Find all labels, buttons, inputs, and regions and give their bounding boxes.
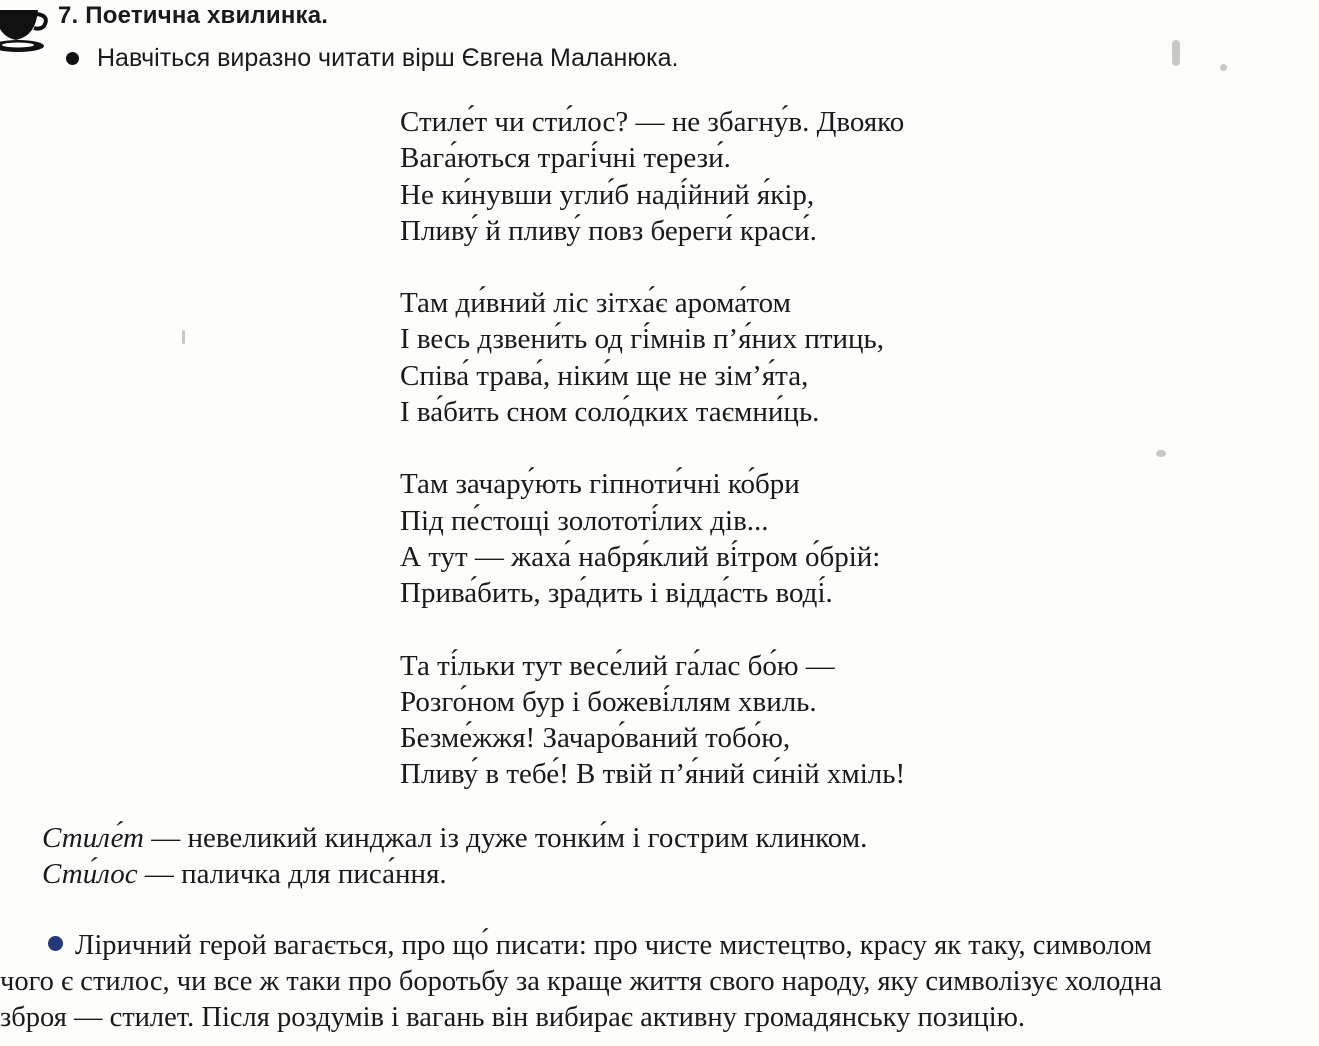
poem-line: І ва́бить сном соло́дких таємни́ць. <box>400 396 820 429</box>
glossary <box>42 820 867 892</box>
task-text: Навчіться виразно читати вірш Євгена Маланюка. <box>97 44 679 72</box>
poem-line: А тут — жаха́ набря́клий ві́тром о́брій: <box>400 540 881 573</box>
poem-line: Та ті́льки тут весе́лий га́лас бо́ю — <box>400 649 835 682</box>
poem-line: Співа́ трава́, ніки́м ще не зім’я́та, <box>400 359 809 392</box>
poem-line: Прива́бить, зра́дить і відда́сть воді́. <box>400 577 833 610</box>
poem-line: Пливу́ й пливу́ повз береги́ краси́. <box>400 214 817 247</box>
bullet-icon <box>66 52 79 65</box>
commentary-paragraph <box>0 928 1319 1036</box>
commentary-line: чого є стилос, чи все ж таки про боротьбу за краще життя свого народу, яку символізує холодна <box>0 966 1162 997</box>
poem-stanza <box>400 466 905 611</box>
poem-line: Пливу́ в тебе́! В твій п’я́ний си́ній хміль! <box>400 758 906 791</box>
scan-speck <box>1172 40 1180 66</box>
poem-line: Безме́жжя! Зачаро́ваний тобо́ю, <box>400 722 791 755</box>
glossary-definition: — невеликий кинджал із дуже тонки́м і гострим клинком. <box>144 822 868 854</box>
scan-speck <box>1220 64 1227 71</box>
coffee-cup-icon <box>0 0 50 56</box>
poem-line: Не ки́нувши угли́б наді́йний я́кір, <box>400 178 815 211</box>
poem <box>400 104 905 793</box>
commentary-line: зброя — стилет. Після роздумів і вагань він вибирає активну громадянську позицію. <box>0 1002 1026 1033</box>
poem-line: Там зачару́ють гіпноти́чні ко́бри <box>400 468 800 501</box>
task-instruction <box>66 44 678 73</box>
scan-speck <box>182 330 185 344</box>
poem-line: Там ди́вний ліс зітха́є арома́том <box>400 287 791 320</box>
poem-line: Вага́ються трагі́чні терези́. <box>400 142 731 175</box>
bullet-icon <box>48 936 63 951</box>
poem-stanza <box>400 285 905 430</box>
glossary-term: Сти́лос <box>42 858 138 890</box>
poem-line: Під пе́стощі золототі́лих дів... <box>400 504 769 537</box>
commentary-text: Ліричний герой вагається, про що́ писати: про чисте мистецтво, красу як таку, символом <box>75 930 1152 961</box>
glossary-entry <box>42 856 867 892</box>
glossary-entry <box>42 820 867 856</box>
glossary-definition: — паличка для писа́ння. <box>137 858 447 890</box>
scan-speck <box>1156 450 1166 457</box>
poem-stanza <box>400 104 905 249</box>
commentary-line <box>0 928 1319 964</box>
poem-stanza <box>400 648 905 793</box>
glossary-term: Стиле́т <box>42 822 144 854</box>
poem-line: Розго́ном бур і божеві́ллям хвиль. <box>400 685 817 718</box>
poem-line: І весь дзвени́ть од гі́мнів п’я́них птиць, <box>400 323 885 356</box>
section-title: 7. Поетична хвилинка. <box>58 2 329 29</box>
poem-line: Стиле́т чи сти́лос? — не збагну́в. Двояко <box>400 106 905 138</box>
